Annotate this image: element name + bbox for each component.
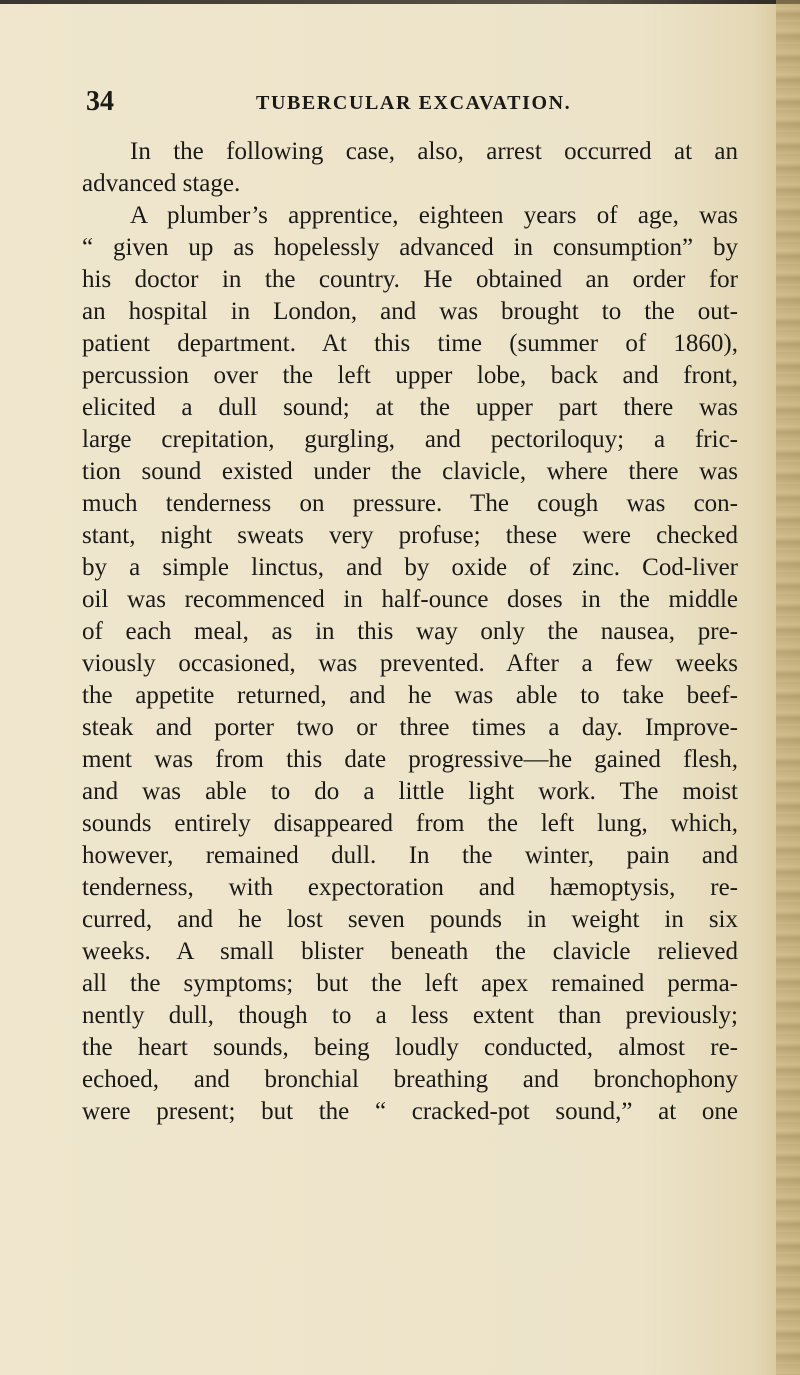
running-head: TUBERCULAR EXCAVATION. [256,92,572,114]
text-line: stant, night sweats very profuse; these were checked [82,522,738,549]
text-line: steak and porter two or three times a day. Improve- [82,714,738,741]
text-line: curred, and he lost seven pounds in weight in six [82,906,738,933]
text-line: sounds entirely disappeared from the left lung, which, [82,810,738,837]
text-line: elicited a dull sound; at the upper part there was [82,394,738,421]
text-line: and was able to do a little light work. The moist [82,778,738,805]
text-line: advanced stage. [82,170,241,197]
text-line: oil was recommenced in half-ounce doses in the middle [82,586,738,613]
page-number: 34 [86,86,114,117]
text-line: “ given up as hopelessly advanced in consumption” by [82,234,738,261]
text-line: patient department. At this time (summer of 1860), [82,330,738,357]
page-header [86,86,726,120]
text-line: large crepitation, gurgling, and pectoriloquy; a fric- [82,426,738,453]
page-edge-shadow [776,0,800,1375]
body-text [82,136,738,1128]
text-line: percussion over the left upper lobe, back and front, [82,362,738,389]
text-line: all the symptoms; but the left apex remained perma- [82,970,738,997]
text-line: echoed, and bronchial breathing and bronchophony [82,1066,738,1093]
text-line: tion sound existed under the clavicle, where there was [82,458,738,485]
text-line: of each meal, as in this way only the nausea, pre- [82,618,738,645]
page-top-edge [0,0,800,4]
text-line: tenderness, with expectoration and hæmoptysis, re- [82,874,738,901]
text-line: the appetite returned, and he was able to take beef- [82,682,738,709]
text-line: much tenderness on pressure. The cough was con- [82,490,738,517]
text-line: however, remained dull. In the winter, pain and [82,842,738,869]
text-line: weeks. A small blister beneath the clavicle relieved [82,938,738,965]
text-line: A plumber’s apprentice, eighteen years of age, was [130,202,738,229]
text-line: the heart sounds, being loudly conducted, almost re- [82,1034,738,1061]
text-line: were present; but the “ cracked-pot sound,” at one [82,1098,738,1125]
text-line: an hospital in London, and was brought to the out- [82,298,738,325]
text-line: In the following case, also, arrest occurred at an [130,138,738,165]
text-line: by a simple linctus, and by oxide of zinc. Cod-liver [82,554,738,581]
text-line: ment was from this date progressive—he gained flesh, [82,746,738,773]
text-line: viously occasioned, was prevented. After a few weeks [82,650,738,677]
text-line: his doctor in the country. He obtained an order for [82,266,738,293]
text-line: nently dull, though to a less extent than previously; [82,1002,738,1029]
